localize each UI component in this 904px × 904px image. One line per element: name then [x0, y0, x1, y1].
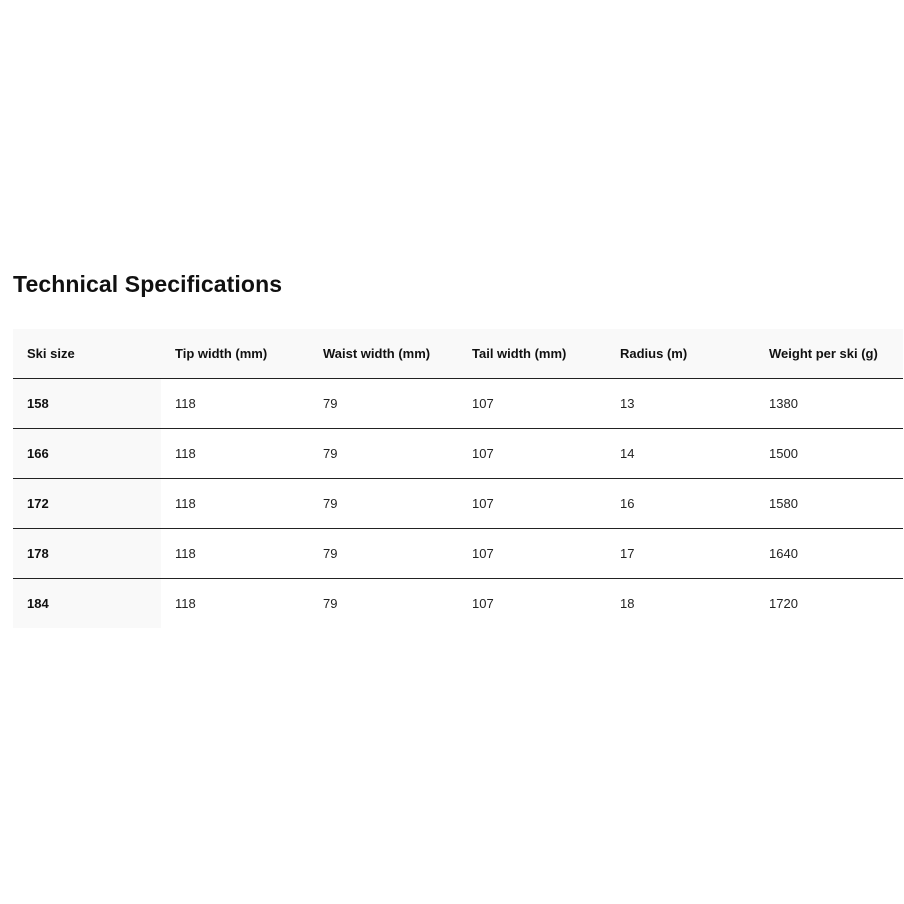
- ski-size-cell: 184: [13, 579, 161, 629]
- ski-size-cell: 172: [13, 479, 161, 529]
- tip-width-cell: 118: [161, 379, 309, 429]
- waist-width-cell: 79: [309, 479, 458, 529]
- waist-width-cell: 79: [309, 429, 458, 479]
- tail-width-cell: 107: [458, 479, 606, 529]
- spec-table: [13, 329, 903, 628]
- weight-cell: 1500: [755, 429, 903, 479]
- tail-width-cell: 107: [458, 379, 606, 429]
- table-row: [13, 429, 903, 479]
- header-tip-width: Tip width (mm): [161, 329, 309, 379]
- table-row: [13, 379, 903, 429]
- radius-cell: 13: [606, 379, 755, 429]
- header-row: [13, 329, 903, 379]
- table-row: [13, 529, 903, 579]
- ski-size-cell: 178: [13, 529, 161, 579]
- table-row: [13, 579, 903, 629]
- ski-size-cell: 166: [13, 429, 161, 479]
- radius-cell: 16: [606, 479, 755, 529]
- waist-width-cell: 79: [323, 596, 338, 611]
- radius-cell: 14: [606, 429, 755, 479]
- header-waist-width: Waist width (mm): [309, 329, 458, 379]
- header-radius: Radius (m): [606, 329, 755, 379]
- technical-specifications-section: [13, 268, 903, 611]
- section-title: Technical Specifications: [13, 271, 283, 297]
- header-tail-width: Tail width (mm): [458, 329, 606, 379]
- tip-width-cell: 118: [161, 429, 309, 479]
- header-weight: Weight per ski (g): [755, 329, 903, 379]
- table-row: [13, 479, 903, 529]
- tip-width-cell: 118: [161, 479, 309, 529]
- tail-width-cell: 107: [458, 429, 606, 479]
- weight-cell: 1720: [769, 596, 798, 611]
- weight-cell: 1580: [755, 479, 903, 529]
- tail-width-cell: 107: [472, 596, 494, 611]
- weight-cell: 1380: [755, 379, 903, 429]
- ski-size-cell: 158: [13, 379, 161, 429]
- weight-cell: 1640: [755, 529, 903, 579]
- tip-width-cell: 118: [161, 529, 309, 579]
- waist-width-cell: 79: [309, 379, 458, 429]
- spec-table-header: [13, 329, 903, 379]
- header-ski-size: Ski size: [13, 329, 161, 379]
- waist-width-cell: 79: [309, 529, 458, 579]
- radius-cell: 18: [620, 596, 635, 611]
- spec-table-body: [13, 379, 903, 629]
- radius-cell: 17: [606, 529, 755, 579]
- tip-width-cell: 118: [175, 596, 196, 611]
- tail-width-cell: 107: [458, 529, 606, 579]
